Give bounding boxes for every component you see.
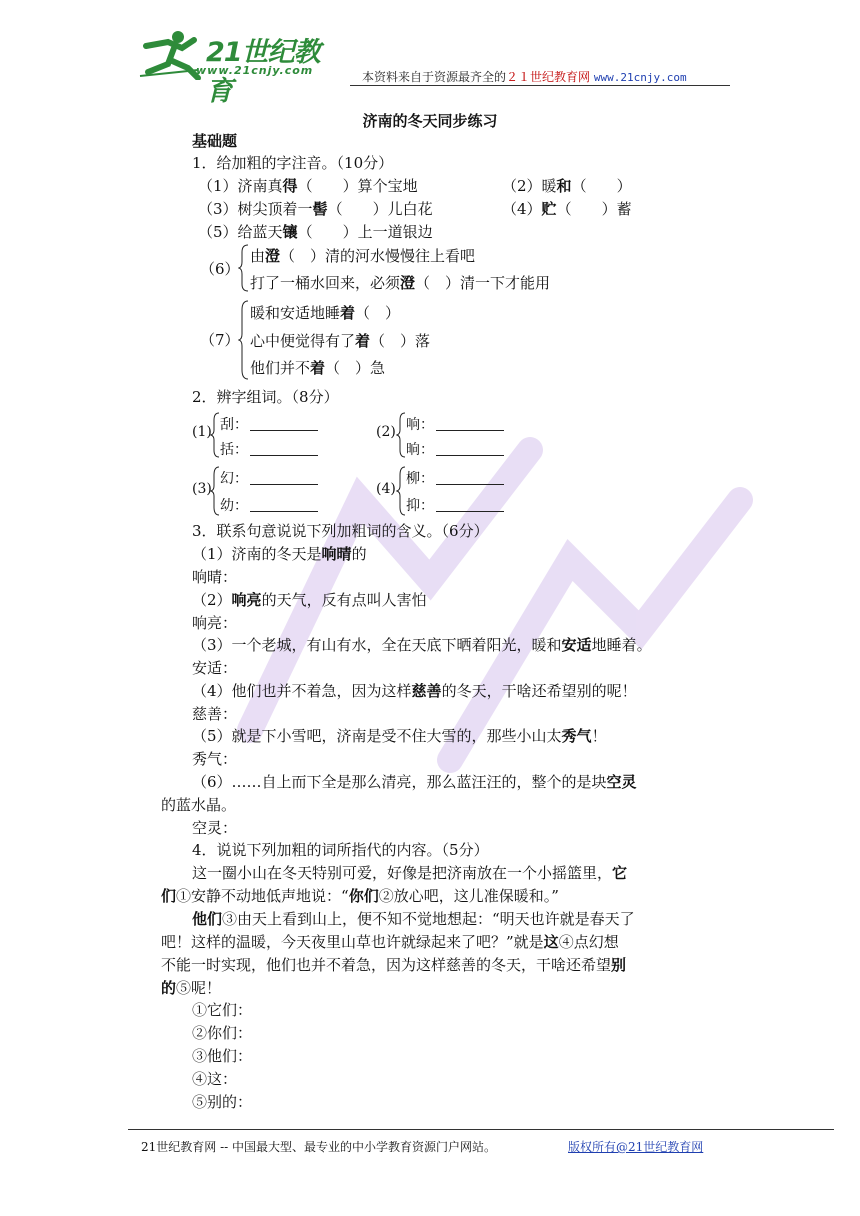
q2-item: 响： [406,414,504,434]
q3-item: （2）响亮的天气，反有点叫人害怕 [192,591,427,609]
q1-item: （4）贮（ ）蓄 [502,200,632,218]
q3-item-continued: 的蓝水晶。 [161,796,237,814]
q4-prompt: 4．说说下列加粗的词所指代的内容。（5分） [192,841,489,859]
footer-divider [128,1129,834,1130]
section-heading: 基础题 [192,132,238,150]
q2-group-label: (2) [376,424,396,440]
header-divider [350,85,730,86]
site-logo [138,28,338,107]
q3-prompt: 3．联系句意说说下列加粗词的含义。（6分） [192,522,489,540]
q2-item: 幻： [220,468,318,488]
q2-item: 柳： [406,468,504,488]
page-title: 济南的冬天同步练习 [362,112,498,130]
q1-group6-label: （6） [200,260,240,278]
q3-answer-label: 空灵： [192,819,238,837]
brace-icon [396,412,406,458]
q3-item: （5）就是下小雪吧，济南是受不住大雪的，那些小山太秀气！ [192,727,607,745]
q1-group7-line: 他们并不着（ ）急 [250,359,386,377]
q2-prompt: 2．辨字组词。（8分） [192,388,339,406]
q2-item: 刮： [220,414,318,434]
footer-text: 21世纪教育网 -- 中国最大型、最专业的中小学教育资源门户网站。 [141,1140,497,1154]
q2-item: 晌： [406,439,504,459]
q3-answer-label: 安适： [192,659,238,677]
q2-group-label: (3) [192,481,212,497]
answer-blank[interactable] [436,497,504,512]
answer-blank[interactable] [250,441,318,456]
answer-blank[interactable] [250,497,318,512]
q1-group7-label: （7） [200,331,240,349]
header-note-text: 本资料来自于资源最齐全的 [362,70,507,84]
header-note [362,68,687,85]
q2-item: 幼： [220,495,318,515]
q3-item: （4）他们也并不着急，因为这样慈善的冬天，干啥还希望别的呢！ [192,682,637,700]
q4-paragraph-line: 他们③由天上看到山上，便不知不觉地想起：“明天也许就是春天了 [192,910,635,928]
q4-answer-label: ②你们： [192,1024,253,1042]
q2-group-label: (4) [376,481,396,497]
q3-answer-label: 秀气： [192,750,238,768]
q4-paragraph-line: 这一圈小山在冬天特别可爱，好像是把济南放在一个小摇篮里，它 [192,864,628,882]
footer-copyright-link[interactable]: 版权所有@21世纪教育网 [568,1140,704,1154]
header-note-site: ２１世纪教育网 [506,70,591,84]
q4-paragraph-line: 吧！这样的温暖，今天夜里山草也许就绿起来了吧？”就是这④点幻想 [161,933,619,951]
q2-group-label: (1) [192,424,212,440]
q2-item: 抑： [406,495,504,515]
q1-item: （5）给蓝天镶（ ）上一道银边 [198,223,433,241]
q1-group7-line: 心中便觉得有了着（ ）落 [250,332,431,350]
logo-text: 21世纪教育 [206,37,320,107]
q4-answer-label: ⑤别的： [192,1093,253,1111]
brace-icon [396,466,406,516]
logo-url: www.21cnjy.com [196,64,314,77]
q4-paragraph-line: 的⑤呢！ [161,979,222,997]
answer-blank[interactable] [250,416,318,431]
q2-item: 括： [220,439,318,459]
q1-group6-line: 由澄（ ）清的河水慢慢往上看吧 [250,247,476,265]
brace-icon [238,300,250,380]
q4-paragraph-line: 不能一时实现，他们也并不着急，因为这样慈善的冬天，干啥还希望别 [161,956,627,974]
q4-answer-label: ④这： [192,1070,238,1088]
brace-icon [210,466,220,516]
q1-item: （2）暖和（ ） [502,177,632,195]
q4-answer-label: ③他们： [192,1047,253,1065]
q3-answer-label: 响晴： [192,568,238,586]
q3-item: （3）一个老城，有山有水，全在天底下晒着阳光，暖和安适地睡着。 [192,636,652,654]
answer-blank[interactable] [436,470,504,485]
q1-item: （1）济南真得（ ）算个宝地 [198,177,418,195]
q3-item: （6）……自上而下全是那么清亮，那么蓝汪汪的，整个的是块空灵 [192,773,637,791]
q1-group6-line: 打了一桶水回来，必须澄（ ）清一下才能用 [250,274,551,292]
header-note-url[interactable]: www.21cnjy.com [593,71,687,84]
q3-answer-label: 响亮： [192,614,238,632]
q4-answer-label: ①它们： [192,1001,253,1019]
q1-group7-line: 暖和安适地睡着（ ） [250,304,401,322]
answer-blank[interactable] [436,416,504,431]
brace-icon [210,412,220,458]
q1-item: （3）树尖顶着一髻（ ）儿白花 [198,200,433,218]
q1-prompt: 1．给加粗的字注音。（10分） [192,154,394,172]
q3-item: （1）济南的冬天是响晴的 [192,545,367,563]
q3-answer-label: 慈善： [192,705,238,723]
brace-icon [238,244,250,292]
answer-blank[interactable] [250,470,318,485]
answer-blank[interactable] [436,441,504,456]
q4-paragraph-line: 们①安静不动地低声地说：“你们②放心吧，这儿准保暖和。” [161,887,559,905]
